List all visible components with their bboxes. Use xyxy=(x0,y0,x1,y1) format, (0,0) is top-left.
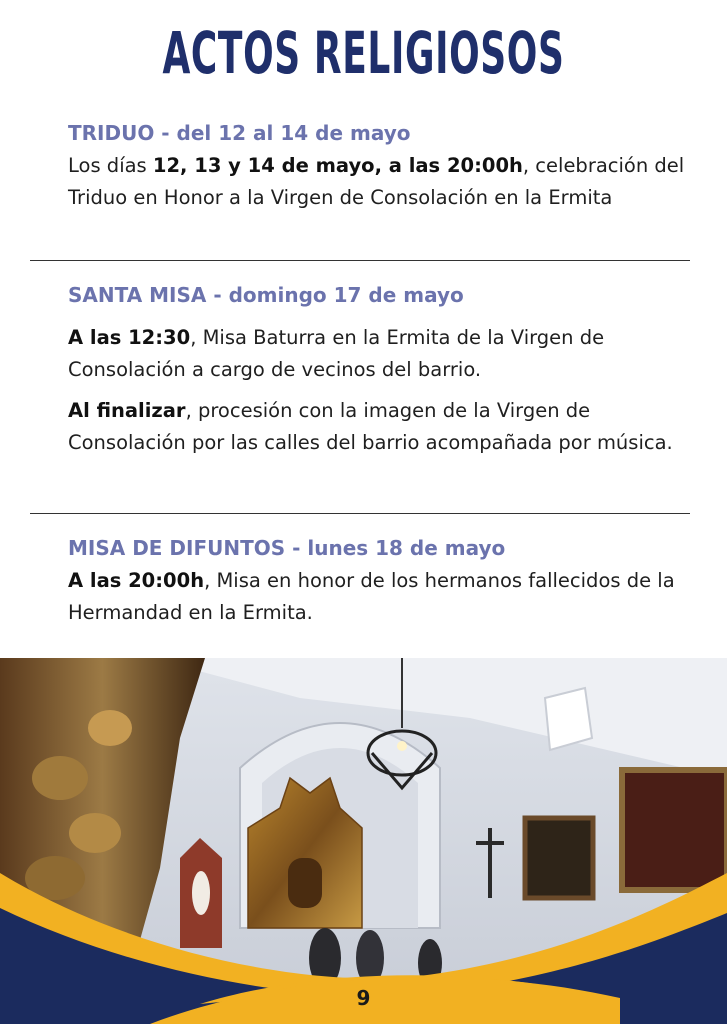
paragraph-text: Los días xyxy=(68,154,153,177)
paragraph-emphasis: 12, 13 y 14 de mayo, a las 20:00h xyxy=(152,154,523,177)
chapel-illustration xyxy=(0,658,727,1024)
section-paragraph xyxy=(68,322,688,386)
divider xyxy=(30,513,690,514)
section-paragraph xyxy=(68,150,688,214)
paragraph-emphasis: A las 12:30 xyxy=(68,326,191,349)
paragraph-text: , celebración del Triduo en Honor a la Virgen de Consolación en la Ermita xyxy=(68,154,685,209)
paragraph-text: , Misa Baturra en la Ermita de la Virgen de Consolación a cargo de vecinos del barrio. xyxy=(68,326,605,381)
divider xyxy=(30,260,690,261)
section-misa-difuntos xyxy=(68,533,688,629)
paragraph-emphasis: A las 20:00h xyxy=(68,569,205,592)
paragraph-text: , Misa en honor de los hermanos fallecidos de la Hermandad en la Ermita. xyxy=(68,569,675,624)
section-triduo xyxy=(68,118,688,214)
section-heading: MISA DE DIFUNTOS - lunes 18 de mayo xyxy=(68,536,506,560)
page-title: ACTOS RELIGIOSOS xyxy=(162,19,565,87)
section-heading: SANTA MISA - domingo 17 de mayo xyxy=(68,283,464,307)
section-heading: TRIDUO - del 12 al 14 de mayo xyxy=(68,121,411,145)
paragraph-emphasis: Al finalizar xyxy=(68,399,186,422)
section-paragraph xyxy=(68,395,688,459)
section-santa-misa xyxy=(68,280,688,459)
page-number: 9 xyxy=(356,986,371,1010)
section-paragraph xyxy=(68,565,688,629)
chapel-interior-photo xyxy=(0,658,727,1024)
paragraph-text: , procesión con la imagen de la Virgen de Consolación por las calles del barrio acompañada por música. xyxy=(68,399,673,454)
